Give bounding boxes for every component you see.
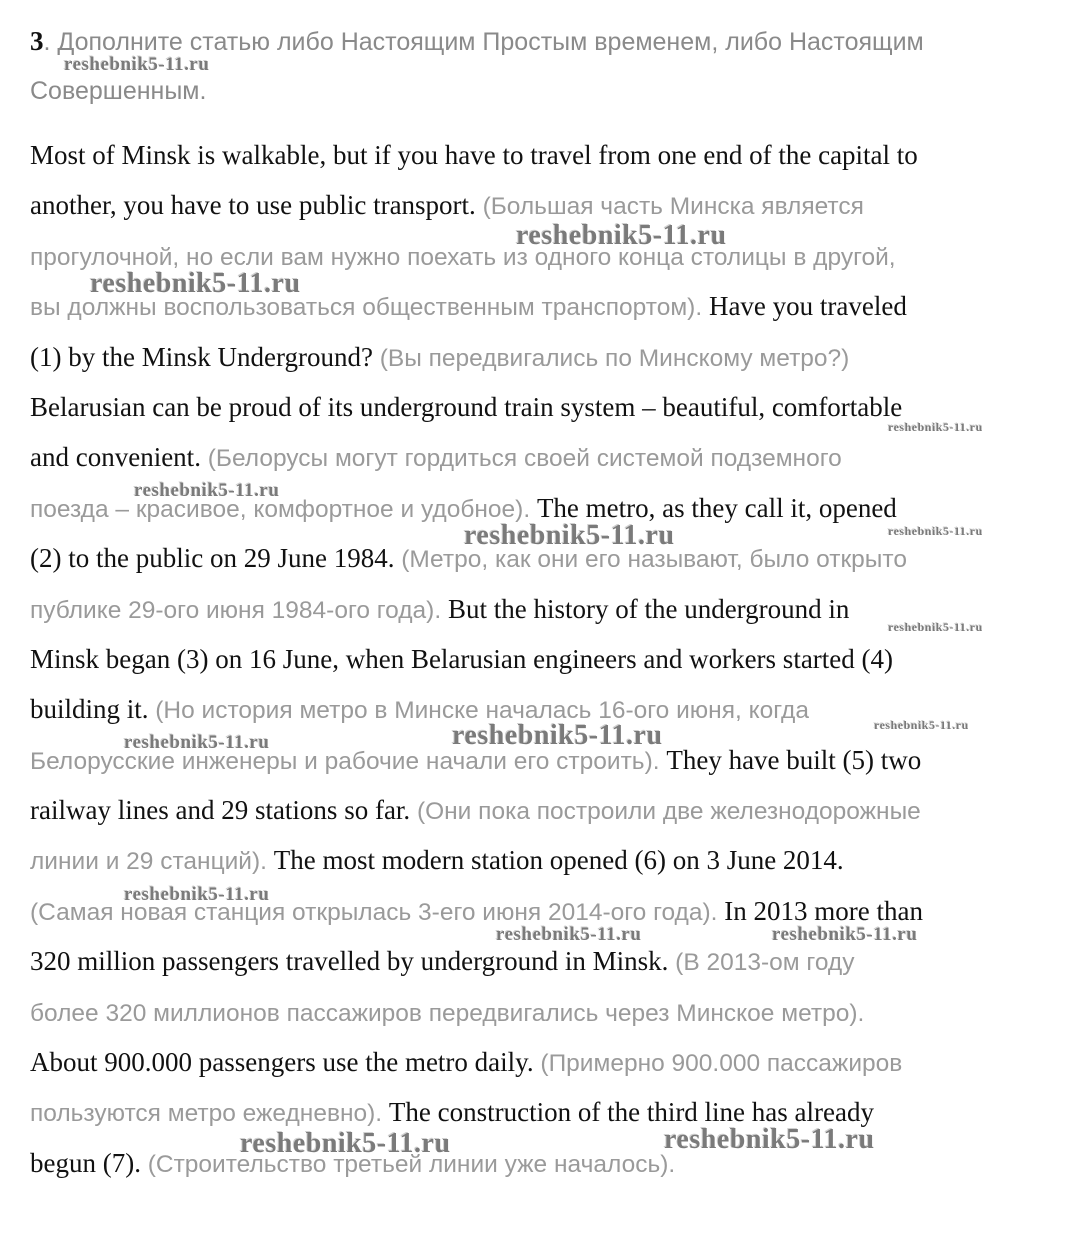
text-line <box>30 130 1050 180</box>
russian-translation-segment: линии и 29 станций). <box>30 848 274 876</box>
watermark: reshebnik5-11.ru <box>516 220 727 251</box>
russian-translation-segment: Белорусские инженеры и рабочие начали его строить). <box>30 747 667 775</box>
task-instruction-line-2: Совершенным. <box>30 77 207 105</box>
text-line <box>30 987 1050 1037</box>
english-text-segment: They have built (5) two <box>666 744 922 775</box>
russian-translation-segment: (Они пока построили две железнодорожные <box>416 798 921 826</box>
english-text-segment: begun (7). <box>30 1147 148 1178</box>
russian-translation-segment: (Большая часть Минска является <box>482 193 864 221</box>
russian-translation-segment: публике 29-ого июня 1984-ого года). <box>30 596 448 624</box>
english-text-segment: The construction of the third line has already <box>388 1097 874 1128</box>
russian-translation-segment: пользуются метро ежедневно). <box>30 1100 389 1128</box>
english-text-segment: But the history of the underground in <box>447 593 850 624</box>
text-line <box>30 1087 1050 1137</box>
text-line <box>30 835 1050 885</box>
english-text-segment: About 900.000 passengers use the metro daily. <box>30 1047 541 1078</box>
russian-translation-segment: (Вы передвигались по Минскому метро?) <box>379 344 850 372</box>
russian-translation-segment: (В 2013-ом году <box>675 949 855 977</box>
russian-translation-segment: (Примерно 900.000 пассажиров <box>540 1050 903 1078</box>
watermark: reshebnik5-11.ru <box>888 420 983 434</box>
russian-translation-segment: (Самая новая станция открылась 3-его июня 2014-ого года). <box>30 898 725 926</box>
english-text-segment: In 2013 more than <box>724 895 923 926</box>
english-text-segment: (1) by the Minsk Underground? <box>30 341 380 372</box>
watermark: reshebnik5-11.ru <box>124 732 270 753</box>
english-text-segment: Most of Minsk is walkable, but if you have to travel from one end of the capital to <box>30 140 918 170</box>
english-text-segment: (2) to the public on 29 June 1984. <box>30 543 402 574</box>
watermark: reshebnik5-11.ru <box>888 620 983 634</box>
russian-translation-segment: прогулочной, но если вам нужно поехать из одного конца столицы в другой, <box>30 243 896 271</box>
english-text-segment: Have you traveled <box>708 291 907 322</box>
watermark: reshebnik5-11.ru <box>664 1124 875 1155</box>
english-text-segment: building it. <box>30 694 156 725</box>
text-line <box>30 332 1050 382</box>
watermark: reshebnik5-11.ru <box>888 524 983 538</box>
watermark: reshebnik5-11.ru <box>134 480 280 501</box>
russian-translation-segment: поезда – красивое, комфортное и удобное). <box>30 495 537 523</box>
english-text-segment: railway lines and 29 stations so far. <box>30 795 417 826</box>
russian-translation-segment: (Но история метро в Минске началась 16-ого июня, когда <box>155 697 809 725</box>
watermark: reshebnik5-11.ru <box>464 520 675 551</box>
english-text-segment: Minsk began (3) on 16 June, when Belarusian engineers and workers started (4) <box>30 643 894 674</box>
russian-translation-segment: (Белорусы могут гордиться своей системой подземного <box>207 445 842 473</box>
russian-translation-segment: (Метро, как они его называют, было открыто <box>401 546 907 574</box>
english-text-segment: The most modern station opened (6) on 3 June 2014. <box>273 845 844 876</box>
text-line <box>30 1138 1050 1188</box>
watermark: reshebnik5-11.ru <box>124 884 270 905</box>
text-line <box>30 785 1050 835</box>
text-line <box>30 634 1050 684</box>
watermark: reshebnik5-11.ru <box>496 924 642 945</box>
task-number: 3 <box>30 26 44 56</box>
english-text-segment: and convenient. <box>30 442 208 473</box>
text-line <box>30 432 1050 482</box>
watermark: reshebnik5-11.ru <box>452 720 663 751</box>
russian-translation-segment: вы должны воспользоваться общественным транспортом). <box>30 294 709 322</box>
english-text-segment: The metro, as they call it, opened <box>536 492 897 523</box>
russian-translation-segment: (Строительство третьей линии уже началось). <box>147 1150 676 1178</box>
watermark: reshebnik5-11.ru <box>90 268 301 299</box>
watermark: reshebnik5-11.ru <box>64 54 210 75</box>
english-text-segment: Belarusian can be proud of its underground train system – beautiful, comfortable <box>30 391 903 422</box>
watermark: reshebnik5-11.ru <box>874 718 969 732</box>
english-text-segment: 320 million passengers travelled by underground in Minsk. <box>30 946 676 977</box>
text-line <box>30 1037 1050 1087</box>
task-instruction-text: . Дополните статью либо Настоящим Простым временем, либо Настоящим <box>43 28 924 56</box>
watermark: reshebnik5-11.ru <box>772 924 918 945</box>
watermark: reshebnik5-11.ru <box>240 1128 451 1159</box>
russian-translation-segment: более 320 миллионов пассажиров передвигались через Минское метро). <box>30 999 865 1027</box>
english-text-segment: another, you have to use public transport. <box>30 190 483 221</box>
